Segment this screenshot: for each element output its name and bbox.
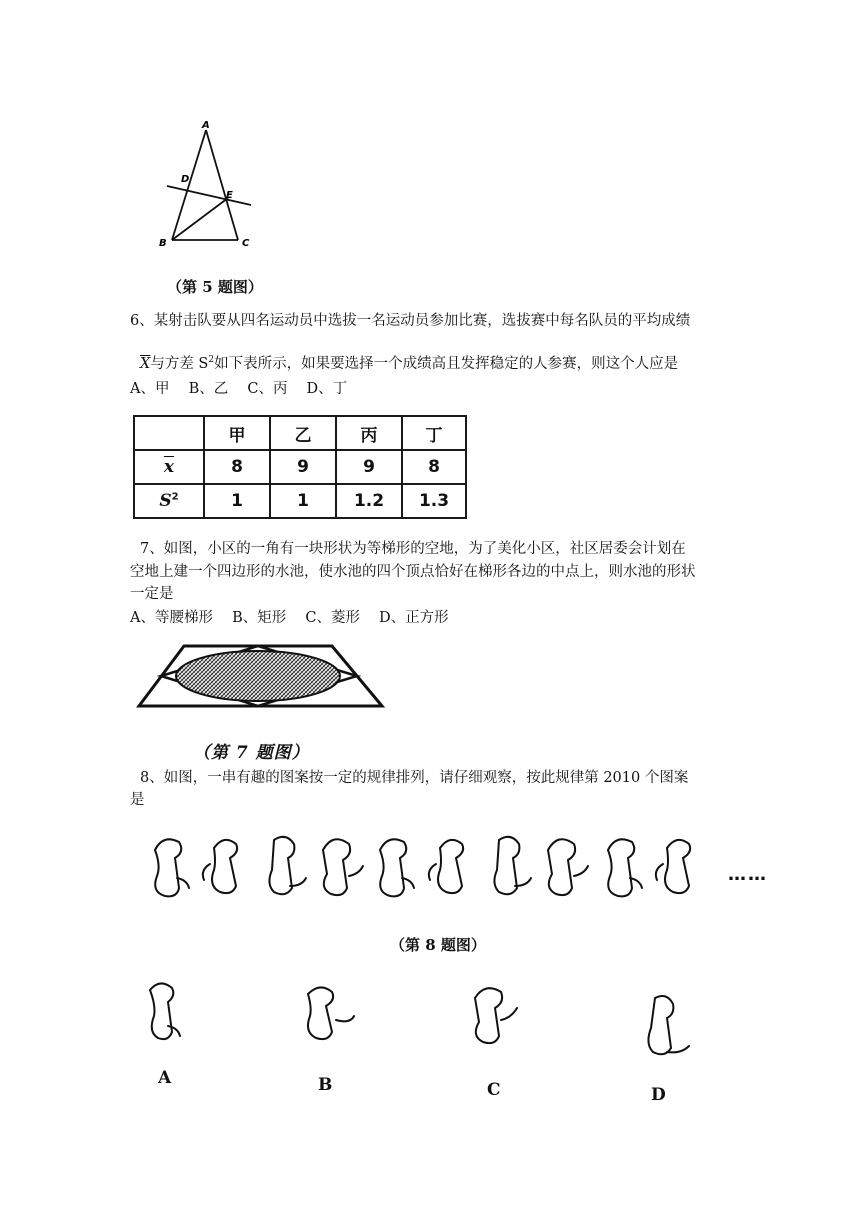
table-cell: 1.3 bbox=[402, 484, 466, 518]
table-header-cell: 丁 bbox=[402, 416, 466, 450]
question-7-line-1: 7、如图，小区的一角有一块形状为等梯形的空地，为了美化小区，社区居委会计划在 bbox=[140, 541, 686, 557]
vertex-label-c: C bbox=[242, 238, 250, 249]
sequence-figure bbox=[203, 840, 237, 893]
table-cell: 1 bbox=[204, 484, 270, 518]
question-7-line-2: 空地上建一个四边形的水池，使水池的四个顶点恰好在梯形各边的中点上，则水池的形状 bbox=[130, 564, 696, 580]
pattern-sequence bbox=[130, 822, 730, 922]
figure-5-caption: （第 5 题图） bbox=[167, 278, 263, 296]
option-figure-b bbox=[296, 980, 366, 1050]
table-header-cell: 乙 bbox=[270, 416, 336, 450]
table-header-row bbox=[134, 416, 466, 450]
figure-7-trapezoid-pond bbox=[136, 642, 386, 714]
table-cell: 9 bbox=[336, 450, 402, 484]
option-figure-d bbox=[633, 990, 703, 1070]
mean-row-symbol: $\overline{x}$ bbox=[163, 457, 175, 477]
sequence-figure bbox=[494, 837, 531, 894]
option-label-a: A bbox=[158, 1068, 172, 1088]
table-cell: 9 bbox=[270, 450, 336, 484]
vertex-label-e: E bbox=[226, 190, 233, 201]
table-header-cell: 丙 bbox=[336, 416, 402, 450]
figure-7-caption: （第 7 题图） bbox=[193, 743, 310, 763]
question-7-line-3: 一定是 bbox=[130, 586, 174, 602]
question-6-line-2-b: 如下表所示，如果要选择一个成绩高且发挥稳定的人参赛，则这个人应是 bbox=[214, 355, 679, 372]
option-label-b: B bbox=[318, 1075, 333, 1095]
vertex-label-a: A bbox=[202, 120, 210, 131]
sequence-figure bbox=[429, 840, 463, 893]
sequence-figure bbox=[548, 839, 588, 895]
variance-superscript: 2 bbox=[208, 355, 215, 365]
variance-row-symbol: S bbox=[159, 491, 172, 511]
table-cell: 1 bbox=[270, 484, 336, 518]
question-6-line-1: 6、某射击队要从四名运动员中选拔一名运动员参加比赛，选拔赛中每名队员的平均成绩 bbox=[130, 313, 691, 329]
sequence-figure bbox=[323, 839, 363, 895]
question-6-line-2 bbox=[140, 349, 678, 375]
figure-8-caption: （第 8 题图） bbox=[390, 936, 486, 954]
sequence-figure bbox=[155, 839, 189, 896]
score-table bbox=[133, 415, 467, 519]
table-cell: 8 bbox=[402, 450, 466, 484]
table-cell: 8 bbox=[204, 450, 270, 484]
sequence-figure bbox=[269, 837, 306, 894]
question-6-line-2-a: 与方差 S bbox=[150, 355, 209, 372]
table-cell: 1.2 bbox=[336, 484, 402, 518]
option-figure-c bbox=[465, 980, 535, 1055]
table-row-mean bbox=[134, 450, 466, 484]
table-header-cell: 甲 bbox=[204, 416, 270, 450]
score-table-grid bbox=[133, 415, 467, 519]
question-6-options: A、甲 B、乙 C、丙 D、丁 bbox=[130, 381, 348, 397]
question-8-line-2: 是 bbox=[130, 792, 145, 808]
variance-row-superscript: 2 bbox=[171, 491, 179, 503]
option-label-c: C bbox=[487, 1080, 501, 1100]
table-row-variance bbox=[134, 484, 466, 518]
vertex-label-d: D bbox=[181, 174, 190, 185]
option-figure-a bbox=[138, 976, 198, 1056]
sequence-ellipsis: …… bbox=[728, 864, 768, 885]
sequence-figure bbox=[608, 839, 642, 896]
question-8-line-1: 8、如图，一串有趣的图案按一定的规律排列，请仔细观察，按此规律第 2010 个图案 bbox=[140, 770, 689, 786]
table-row-label bbox=[134, 484, 204, 518]
mean-symbol: $\overline{X}$ bbox=[140, 355, 151, 372]
sequence-figure bbox=[656, 840, 690, 893]
table-row-label bbox=[134, 450, 204, 484]
question-7-options: A、等腰梯形 B、矩形 C、菱形 D、正方形 bbox=[130, 610, 449, 626]
vertex-label-b: B bbox=[159, 238, 167, 249]
sequence-figure bbox=[380, 839, 414, 896]
table-corner-cell bbox=[134, 416, 204, 450]
figure-5-triangle bbox=[155, 118, 265, 253]
option-label-d: D bbox=[651, 1085, 666, 1105]
